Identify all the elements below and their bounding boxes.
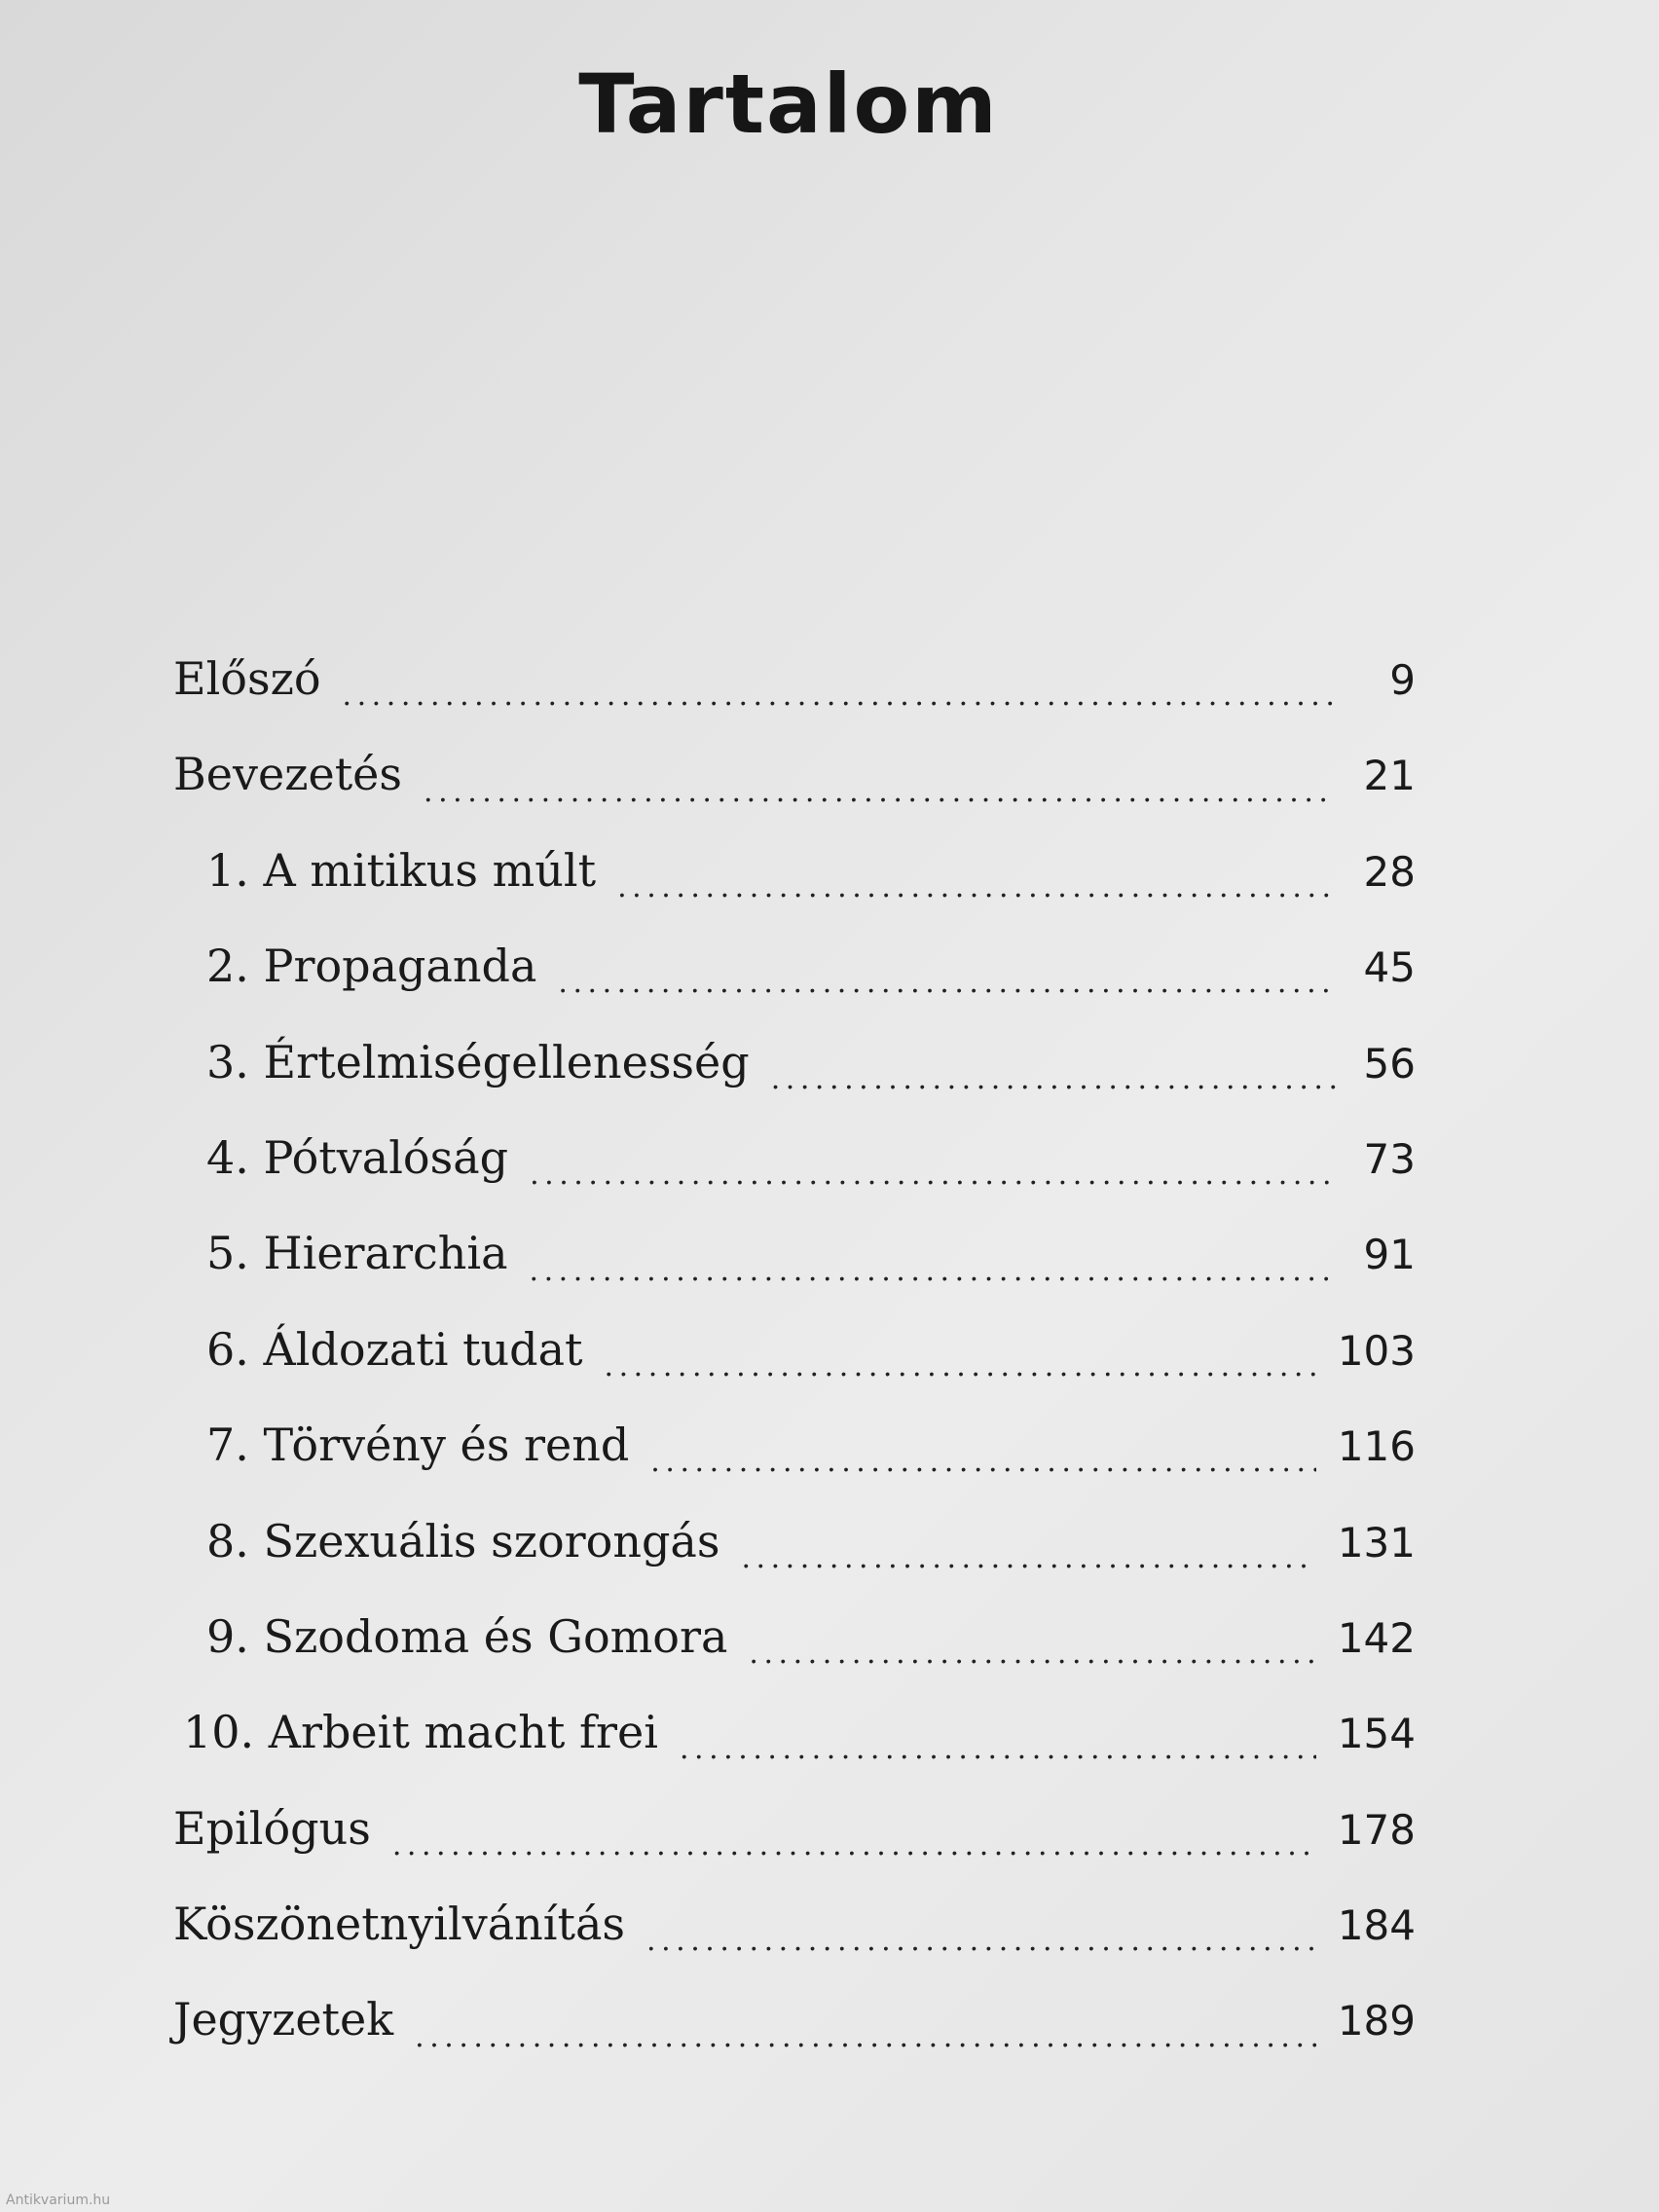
- toc-entry-page-number: 91: [1363, 1231, 1416, 1279]
- toc-entry-eloszo: [173, 631, 1416, 726]
- toc-entry-label: Jegyzetek: [173, 1993, 394, 2046]
- toc-entry-chapter-7: [173, 1397, 1416, 1493]
- toc-entry-label: 8. Szexuális szorongás: [206, 1514, 720, 1567]
- toc-entry-page-number: 178: [1337, 1805, 1416, 1854]
- toc-entry-label: 2. Propaganda: [206, 940, 537, 993]
- toc-entry-chapter-9: [173, 1589, 1416, 1684]
- dot-leader: [530, 1237, 1337, 1282]
- toc-entry-label: 9. Szodoma és Gomora: [206, 1609, 728, 1663]
- toc-entry-label: 3. Értelmiségellenesség: [206, 1035, 750, 1088]
- toc-entry-chapter-5: [173, 1205, 1416, 1301]
- dot-leader: [646, 1907, 1316, 1952]
- toc-entry-page-number: 189: [1337, 1997, 1416, 2046]
- dot-leader: [605, 1333, 1316, 1378]
- toc-entry-page-number: 28: [1363, 847, 1416, 896]
- toc-entry-page-number: 103: [1337, 1326, 1416, 1375]
- page-title: Tartalom: [578, 56, 999, 152]
- toc-entry-bevezetes: [173, 726, 1416, 822]
- toc-entry-label: Epilógus: [173, 1801, 371, 1855]
- toc-entry-page-number: 73: [1363, 1134, 1416, 1183]
- toc-entry-page-number: 142: [1337, 1613, 1416, 1662]
- toc-entry-label: 1. A mitikus múlt: [206, 843, 597, 897]
- toc-entry-page-number: 154: [1337, 1710, 1416, 1758]
- dot-leader: [680, 1715, 1316, 1760]
- toc-entry-label: 6. Áldozati tudat: [206, 1322, 583, 1376]
- toc-entry-page-number: 21: [1363, 752, 1416, 800]
- dot-leader: [558, 949, 1336, 994]
- dot-leader: [343, 662, 1336, 707]
- toc-entry-page-number: 131: [1337, 1518, 1416, 1567]
- toc-entry-chapter-4: [173, 1110, 1416, 1205]
- toc-entry-chapter-8: [173, 1493, 1416, 1589]
- toc-entry-label: Köszönetnyilvánítás: [173, 1898, 625, 1951]
- watermark-text: Antikvarium.hu: [6, 2193, 111, 2208]
- toc-entry-label: 10. Arbeit macht frei: [183, 1706, 658, 1759]
- toc-entry-chapter-3: [173, 1014, 1416, 1110]
- dot-leader: [771, 1046, 1336, 1090]
- toc-entry-label: 5. Hierarchia: [206, 1227, 508, 1280]
- toc-entry-label: 7. Törvény és rend: [206, 1419, 630, 1472]
- table-of-contents: [173, 631, 1416, 2068]
- dot-leader: [530, 1141, 1336, 1186]
- toc-entry-chapter-2: [173, 918, 1416, 1014]
- toc-entry-label: 4. Pótvalóság: [206, 1130, 509, 1184]
- toc-entry-chapter-1: [173, 823, 1416, 918]
- toc-entry-page-number: 184: [1337, 1901, 1416, 1950]
- toc-entry-page-number: 56: [1363, 1039, 1416, 1088]
- toc-entry-label: Előszó: [173, 652, 321, 705]
- toc-entry-page-number: 45: [1363, 943, 1416, 992]
- dot-leader: [424, 758, 1336, 803]
- dot-leader: [650, 1428, 1316, 1473]
- dot-leader: [415, 2004, 1316, 2048]
- toc-entry-chapter-10: [173, 1684, 1416, 1780]
- dot-leader: [392, 1812, 1316, 1857]
- toc-entry-epilogus: [173, 1781, 1416, 1876]
- dot-leader: [617, 854, 1336, 899]
- toc-entry-page-number: 9: [1389, 656, 1416, 704]
- dot-leader: [741, 1525, 1315, 1569]
- toc-entry-koszonetnyilvanitas: [173, 1876, 1416, 1972]
- toc-entry-page-number: 116: [1337, 1422, 1416, 1471]
- toc-entry-label: Bevezetés: [173, 748, 403, 801]
- dot-leader: [749, 1620, 1315, 1665]
- toc-entry-jegyzetek: [173, 1972, 1416, 2067]
- toc-entry-chapter-6: [173, 1302, 1416, 1397]
